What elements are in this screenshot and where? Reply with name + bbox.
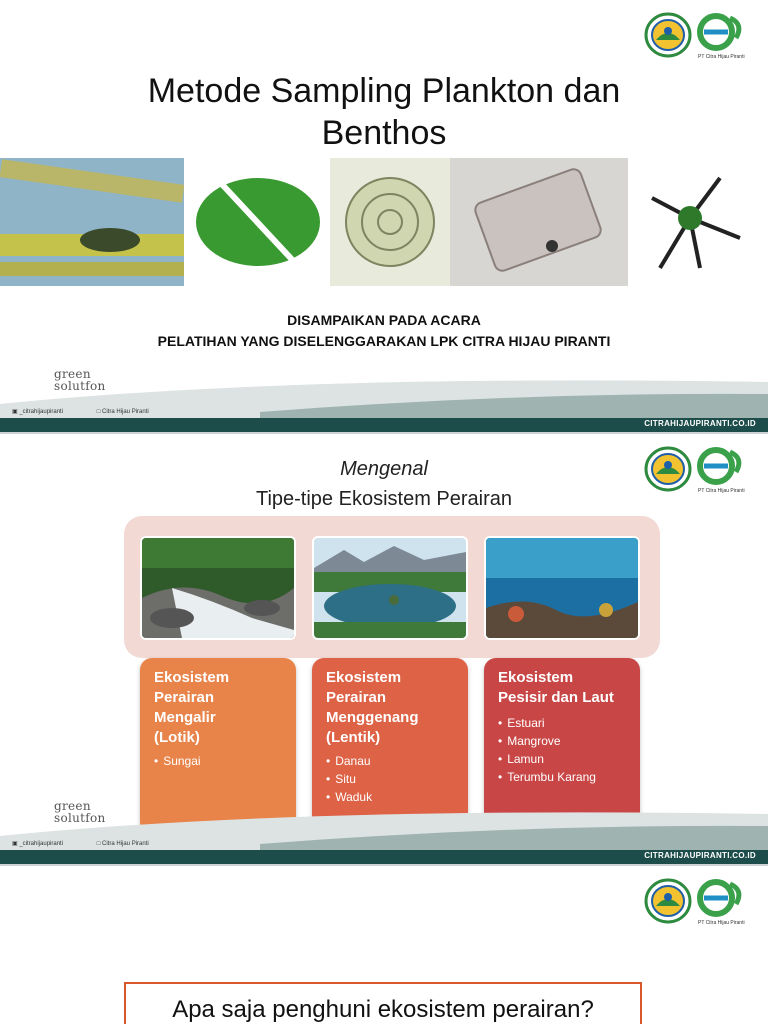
slide-footer bbox=[0, 796, 768, 864]
government-seal-icon bbox=[644, 12, 692, 58]
card-list bbox=[154, 752, 201, 770]
partner-logos bbox=[644, 878, 752, 928]
list-item: • Terumbu Karang bbox=[498, 768, 596, 786]
diatom-image bbox=[450, 158, 628, 286]
website-url[interactable]: CITRAHIJAUPIRANTI.CO.ID bbox=[644, 419, 756, 428]
subtitle-line-2: PELATIHAN YANG DISELENGGARAKAN LPK CITRA HIJAU PIRANTI bbox=[157, 333, 611, 349]
list-item: • Lamun bbox=[498, 750, 596, 768]
lake-photo bbox=[312, 536, 468, 640]
pediastrum-image bbox=[330, 158, 450, 286]
desmid-image bbox=[184, 158, 330, 286]
question-text: Apa saja penghuni ekosistem perairan? bbox=[172, 996, 594, 1023]
title-line-1: Metode Sampling Plankton dan bbox=[147, 72, 621, 110]
list-item: • Mangrove bbox=[498, 732, 596, 750]
partner-logos bbox=[644, 12, 752, 62]
social-links bbox=[12, 408, 181, 415]
company-logo-text: PT Citra Hijau Piranti bbox=[698, 54, 745, 60]
list-item: • Danau bbox=[326, 752, 372, 770]
slide-inhabitants bbox=[0, 866, 768, 1024]
company-logo-icon bbox=[696, 12, 748, 62]
website-url[interactable]: CITRAHIJAUPIRANTI.CO.ID bbox=[644, 851, 756, 860]
slide-kicker: Mengenal bbox=[340, 458, 428, 480]
list-item: • Sungai bbox=[154, 752, 201, 770]
slide-footer bbox=[0, 364, 768, 432]
brand-wordmark: green solutfon bbox=[54, 367, 106, 393]
slide-title-text: Tipe-tipe Ekosistem Perairan bbox=[255, 488, 513, 510]
card-title: Ekosistem Perairan Mengalir (Lotik) bbox=[154, 669, 230, 746]
facebook-handle[interactable]: □ Citra Hijau Piranti bbox=[96, 409, 149, 415]
list-item: • Estuari bbox=[498, 714, 596, 732]
company-logo-text: PT Citra Hijau Piranti bbox=[698, 920, 745, 926]
slide-title-text bbox=[100, 70, 668, 154]
list-item: • Waduk bbox=[326, 788, 372, 806]
government-seal-icon bbox=[644, 878, 692, 924]
river-photo bbox=[140, 536, 296, 640]
sea-photo bbox=[484, 536, 640, 640]
slide-title bbox=[0, 0, 768, 432]
instagram-handle[interactable]: ▣ _citrahijaupiranti bbox=[12, 841, 64, 847]
card-list bbox=[498, 714, 596, 786]
filament-algae-image bbox=[0, 158, 184, 286]
title-line-2: Benthos bbox=[321, 114, 447, 152]
company-logo-icon bbox=[696, 878, 748, 928]
card-title: Ekosistem Pesisir dan Laut bbox=[498, 669, 614, 706]
instagram-handle[interactable]: ▣ _citrahijaupiranti bbox=[12, 409, 64, 415]
staurastrum-image bbox=[628, 158, 768, 286]
card-title: Ekosistem Perairan Menggenang (Lentik) bbox=[326, 669, 419, 746]
company-logo-text: PT Citra Hijau Piranti bbox=[698, 488, 745, 494]
social-links bbox=[12, 840, 181, 847]
facebook-handle[interactable]: □ Citra Hijau Piranti bbox=[96, 841, 149, 847]
subtitle-line-1: DISAMPAIKAN PADA ACARA bbox=[287, 312, 481, 328]
plankton-image-strip bbox=[0, 158, 768, 286]
brand-wordmark: green solutfon bbox=[54, 799, 106, 825]
slide-ecosystem-types bbox=[0, 434, 768, 864]
list-item: • Situ bbox=[326, 770, 372, 788]
